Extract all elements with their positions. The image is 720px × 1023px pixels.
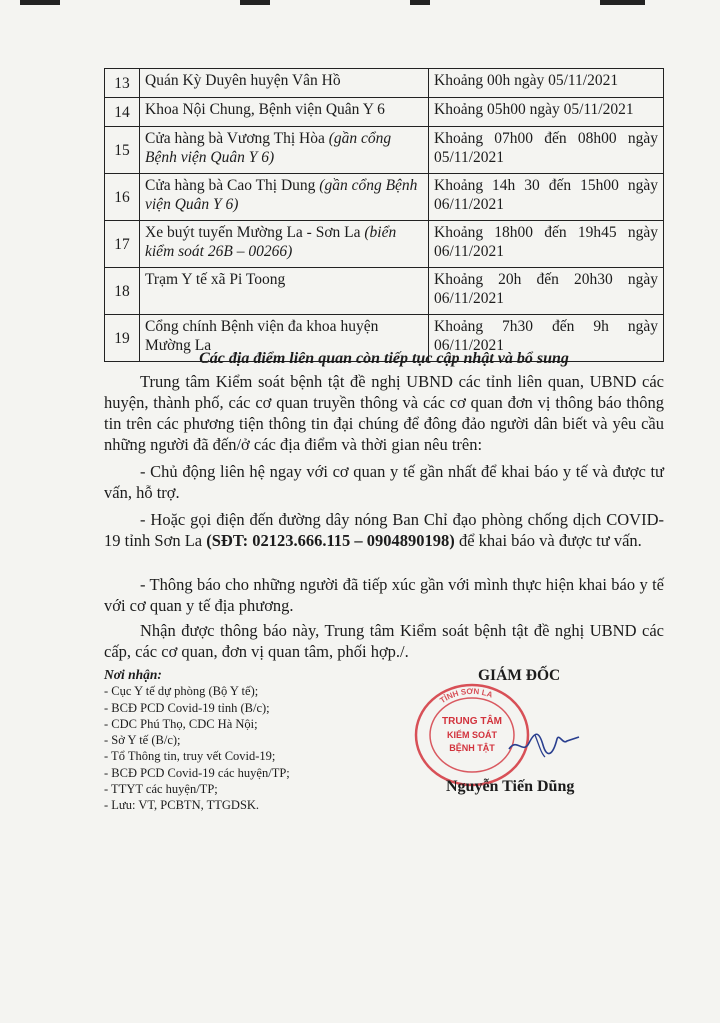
table-row <box>105 98 664 127</box>
recipient-item: - BCĐ PCD Covid-19 các huyện/TP; <box>104 765 290 780</box>
row-location <box>140 174 429 221</box>
signer-name: Nguyễn Tiến Dũng <box>446 778 575 795</box>
top-edge-marks <box>0 0 720 8</box>
closing-paragraph <box>104 620 664 662</box>
instruction-item-2-end: để khai báo và được tư vấn. <box>454 531 642 550</box>
row-location <box>140 127 429 174</box>
row-location <box>140 69 429 98</box>
row-location <box>140 98 429 127</box>
instruction-item-1 <box>104 461 664 503</box>
instruction-item-2-text: - Hoặc gọi điện đến đường dây nóng Ban Chỉ đạo phòng chống dịch COVID-19 tỉnh Sơn La <box>104 510 664 550</box>
row-time: Khoảng 18h00 đến 19h45 ngày 06/11/2021 <box>429 221 664 268</box>
row-location <box>140 221 429 268</box>
signer-title: GIÁM ĐỐC <box>478 667 561 684</box>
recipient-item: - CDC Phú Thọ, CDC Hà Nội; <box>104 716 258 731</box>
table-row <box>105 69 664 98</box>
row-time: Khoảng 05h00 ngày 05/11/2021 <box>429 98 664 127</box>
table-row <box>105 127 664 174</box>
instruction-item-3 <box>104 574 664 616</box>
row-time: Khoảng 20h đến 20h30 ngày 06/11/2021 <box>429 268 664 315</box>
stamp-line-3: BỆNH TẬT <box>449 743 495 753</box>
location-name: Cổng chính Bệnh viện đa khoa huyện Mường La <box>145 318 379 354</box>
locations-table <box>104 68 664 362</box>
recipient-item: - Lưu: VT, PCBTN, TTGDSK. <box>104 798 260 813</box>
row-number: 18 <box>105 268 140 315</box>
recipient-item: - Sở Y tế (B/c); <box>104 733 181 748</box>
handwritten-signature <box>505 715 585 765</box>
row-number: 19 <box>105 315 140 362</box>
stamp-line-2: KIỂM SOÁT <box>446 730 498 740</box>
location-note: (gần cổng Bệnh viện Quân Y 6) <box>145 130 392 166</box>
table-row <box>105 174 664 221</box>
row-time: Khoảng 00h ngày 05/11/2021 <box>429 69 664 98</box>
recipient-item: - TTYT các huyện/TP; <box>104 782 218 797</box>
row-number: 14 <box>105 98 140 127</box>
row-location <box>140 268 429 315</box>
intro-paragraph <box>104 371 664 455</box>
instruction-item-3-text: - Thông báo cho những người đã tiếp xúc gần với mình thực hiện khai báo y tế với cơ quan y tế địa phương. <box>104 575 664 615</box>
location-name: Khoa Nội Chung, Bệnh viện Quân Y 6 <box>145 101 385 118</box>
location-name: Quán Kỳ Duyên huyện Vân Hồ <box>145 72 341 89</box>
instruction-item-2 <box>104 509 664 551</box>
location-name: Trạm Y tế xã Pi Toong <box>145 271 286 288</box>
table-row <box>105 221 664 268</box>
location-note: (biển kiểm soát 26B – 00266) <box>145 224 397 260</box>
closing-text: Nhận được thông báo này, Trung tâm Kiểm soát bệnh tật đề nghị UBND các cấp, các cơ quan, đơn vị quan tâm, phối hợp./. <box>104 621 664 661</box>
location-name: Xe buýt tuyến Mường La - Sơn La <box>145 224 365 241</box>
recipients-list <box>104 683 404 813</box>
location-name: Cửa hàng bà Cao Thị Dung <box>145 177 320 194</box>
recipient-item: - BCĐ PCD Covid-19 tỉnh (B/c); <box>104 700 270 715</box>
location-note: (gần cổng Bệnh viện Quân Y 6) <box>145 177 418 213</box>
hotline-numbers: (SĐT: 02123.666.115 – 0904890198) <box>206 531 455 550</box>
row-time: Khoảng 7h30 đến 9h ngày 06/11/2021 <box>429 315 664 362</box>
row-number: 13 <box>105 69 140 98</box>
row-time: Khoảng 14h 30 đến 15h00 ngày 06/11/2021 <box>429 174 664 221</box>
recipients-block <box>104 667 404 814</box>
table-row <box>105 268 664 315</box>
row-number: 17 <box>105 221 140 268</box>
stamp-line-1: TRUNG TÂM <box>442 716 502 727</box>
intro-text: Trung tâm Kiểm soát bệnh tật đề nghị UBND các tỉnh liên quan, UBND các huyện, thành phố, các cơ quan truyền thông và các cơ quan đơn vị thông báo thông tin trên các phương tiện thông tin đại chúng để đông đảo người dân biết và yêu cầu những người đã đến/ở các địa điểm và thời gian nêu trên: <box>104 372 664 454</box>
location-name: Cửa hàng bà Vương Thị Hòa <box>145 130 329 147</box>
row-number: 15 <box>105 127 140 174</box>
row-time: Khoảng 07h00 đến 08h00 ngày 05/11/2021 <box>429 127 664 174</box>
row-number: 16 <box>105 174 140 221</box>
recipient-item: - Tổ Thông tin, truy vết Covid-19; <box>104 749 276 764</box>
recipient-item: - Cục Y tế dự phòng (Bộ Y tế); <box>104 684 259 699</box>
stamp-ring-text: TỈNH SƠN LA <box>438 686 494 706</box>
instruction-item-1-text: - Chủ động liên hệ ngay với cơ quan y tế gần nhất để khai báo y tế và được tư vấn, hỗ trợ. <box>104 462 664 502</box>
recipients-title: Nơi nhận: <box>104 667 162 682</box>
update-note: Các địa điểm liên quan còn tiếp tục cập nhật và bổ sung <box>199 350 569 367</box>
